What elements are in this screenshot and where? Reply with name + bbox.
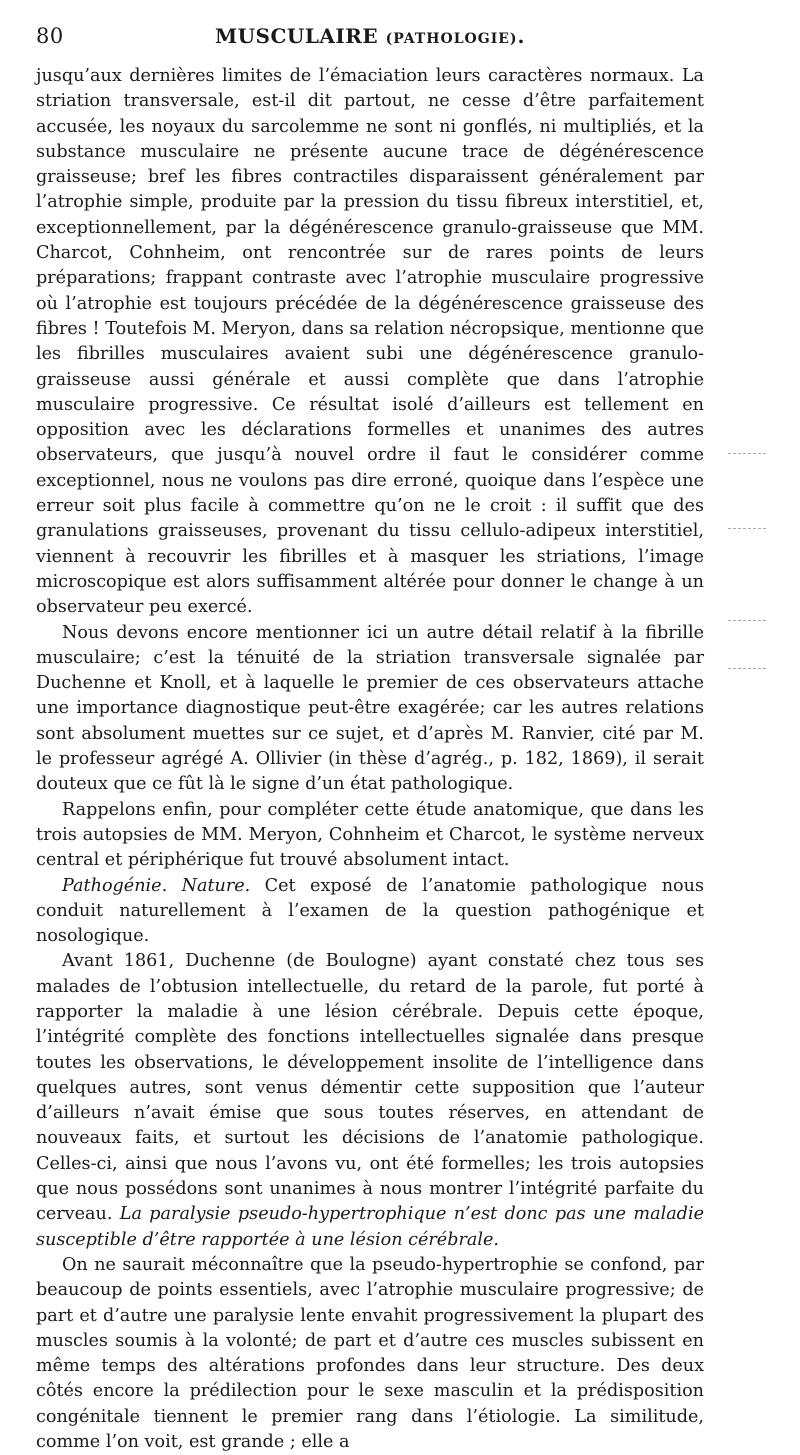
margin-mark — [728, 620, 766, 622]
running-title-main: MUSCULAIRE — [214, 24, 386, 48]
margin-mark — [728, 528, 766, 530]
section-intro: Cet exposé de l’anatomie pathologique nous conduit naturellement à l’examen de la question pathogénique et nosologique. — [36, 875, 705, 947]
body-text — [36, 64, 704, 1455]
running-title-sub: (PATHOLOGIE) — [385, 31, 518, 47]
paragraph-continued: jusqu’aux dernières limites de l’émaciation leurs caractères normaux. La striation transversale, est-il dit partout, ne cesse d’être parfaitement accusée, les noyaux du sarcolemme ne sont ni gonflés, ni multipliés, et la substance musculaire ne présente aucune trace de dégénérescence graisseuse; bref les fibres contractiles disparaissent généralement par l’atrophie simple, produite par la pression du tissu fibreux interstitiel, et, exceptionnellement, par la dégénérescence granulo-graisseuse que MM. Charcot, Cohnheim, ont rencontrée sur de rares points de leurs préparations; frappant contraste avec l’atrophie musculaire progressive où l’atrophie est toujours précédée de la dégénérescence graisseuse des fibres ! Toutefois M. Meryon, dans sa relation nécropsique, mentionne que les fibrilles musculaires avaient subi une dégénérescence granulo-graisseuse aussi générale et aussi complète que dans l’atrophie musculaire progressive. Ce résultat isolé d’ailleurs est tellement en opposition avec les déclarations formelles et unanimes des autres observateurs, que jusqu’à nouvel ordre il faut le considérer comme exceptionnel, nous ne voulons pas dire erroné, quoique dans l’espèce une erreur soit plus facile à commettre qu’on ne le croit : il suffit que des granulations graisseuses, provenant du tissu cellulo-adipeux interstitiel, viennent à recouvrir les fibrilles et à masquer les striations, l’image microscopique est alors suffisamment altérée pour donner le change à un observateur peu exercé. — [36, 66, 704, 618]
paragraph-conclusion: La paralysie pseudo-hypertrophique n’est donc pas une maladie susceptible d’être rapportée à une lésion cérébrale. — [36, 1204, 704, 1250]
section-heading: Pathogénie. Nature. — [62, 875, 251, 896]
paragraph-striation: Nous devons encore mentionner ici un autre détail relatif à la fibrille musculaire; c’est la ténuité de la striation transversale signalée par Duchenne et Knoll, et à laquelle le premier de ces observateurs attache une importance diagnostique peut-être exagérée; car les autres relations sont absolument muettes sur ce sujet, et d’après M. Ranvier, cité par M. le professeur agrégé A. Ollivier (in thèse d’agrég., p. 182, 1869), il serait douteux que ce fût là le signe d’un état pathologique. — [36, 622, 704, 795]
running-title — [96, 24, 704, 48]
paragraph-autopsies: Rappelons enfin, pour compléter cette étude anatomique, que dans les trois autopsies de MM. Meryon, Cohnheim et Charcot, le système nerveux central et périphérique fut trouvé absolument intact. — [36, 799, 704, 871]
margin-mark — [728, 453, 766, 455]
paragraph-duchenne-text: Avant 1861, Duchenne (de Boulogne) ayant constaté chez tous ses malades de l’obtusion intellectuelle, du retard de la parole, fut porté à rapporter la maladie à une lésion cérébrale. Depuis cette époque, l’intégrité complète des fonctions intellectuelles signalée dans presque toutes les observations, le développement insolite de l’intelligence dans quelques autres, sont venus démentir cette supposition que l’auteur d’ailleurs n’avait émise que sous toutes réserves, en attendant de nouveaux faits, et surtout les décisions de l’anatomie pathologique. Celles-ci, ainsi que nous l’avons vu, ont été formelles; les trois autopsies que nous possédons sont unanimes à nous montrer l’intégrité parfaite du cerveau. — [36, 951, 704, 1225]
running-title-end: . — [517, 24, 526, 48]
paragraph-duchenne — [36, 949, 704, 1253]
margin-mark — [728, 668, 766, 670]
paragraph-pathogenie — [36, 874, 704, 950]
paragraph-similitude: On ne saurait méconnaître que la pseudo-hypertrophie se confond, par beaucoup de points essentiels, avec l’atrophie musculaire progressive; de part et d’autre une paralysie lente envahit progressivement la plupart des muscles soumis à la volonté; de part et d’autre ces muscles subissent en même temps des altérations profondes dans leur structure. Des deux côtés encore la prédilection pour le sexe masculin et la prédisposition congénitale tiennent le premier rang dans l’étiologie. La similitude, comme l’on voit, est grande ; elle a — [36, 1254, 704, 1453]
running-head — [36, 24, 704, 58]
page-number: 80 — [36, 24, 64, 48]
